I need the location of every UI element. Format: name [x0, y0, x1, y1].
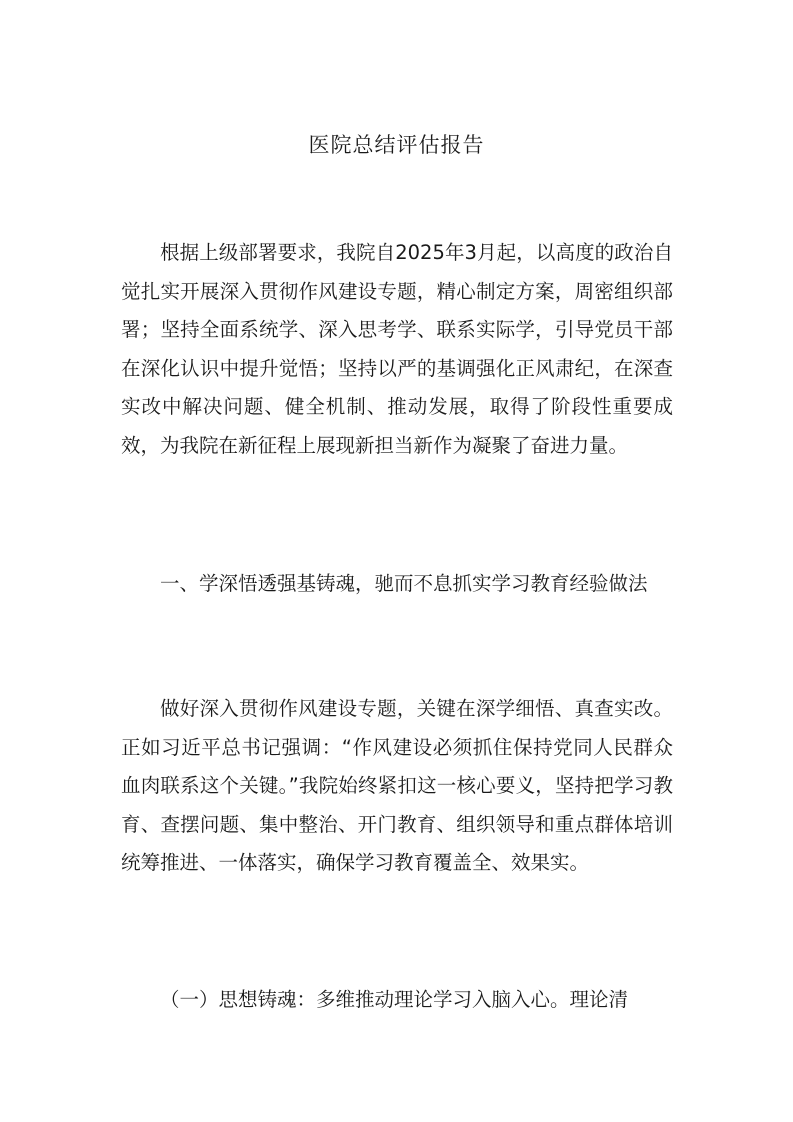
intro-paragraph: 根据上级部署要求，我院自2025年3月起，以高度的政治自觉扎实开展深入贯彻作风建设专题，精心制定方案，周密组织部署；坚持全面系统学、深入思考学、联系实际学，引导党员干部在深化认识中提升觉悟；坚持以严的基调强化正风肃纪，在深查实改中解决问题、健全机制、推动发展，取得了阶段性重要成效，为我院在新征程上展现新担当新作为凝聚了奋进力量。 [121, 241, 673, 457]
document-title: 医院总结评估报告 [308, 133, 485, 157]
body-paragraph: 做好深入贯彻作风建设专题，关键在深学细悟、真查实改。正如习近平总书记强调：“作风建设必须抓住保持党同人民群众血肉联系这个关键。”我院始终紧扣这一核心要义，坚持把学习教育、查摆问题、集中整治、开门教育、组织领导和重点群体培训统筹推进、一体落实，确保学习教育覆盖全、效果实。 [121, 697, 673, 874]
section-heading: 一、学深悟透强基铸魂，驰而不息抓实学习教育经验做法 [160, 572, 648, 595]
subsection-paragraph: （一）思想铸魂：多维推动理论学习入脑入心。理论清 [160, 988, 629, 1011]
